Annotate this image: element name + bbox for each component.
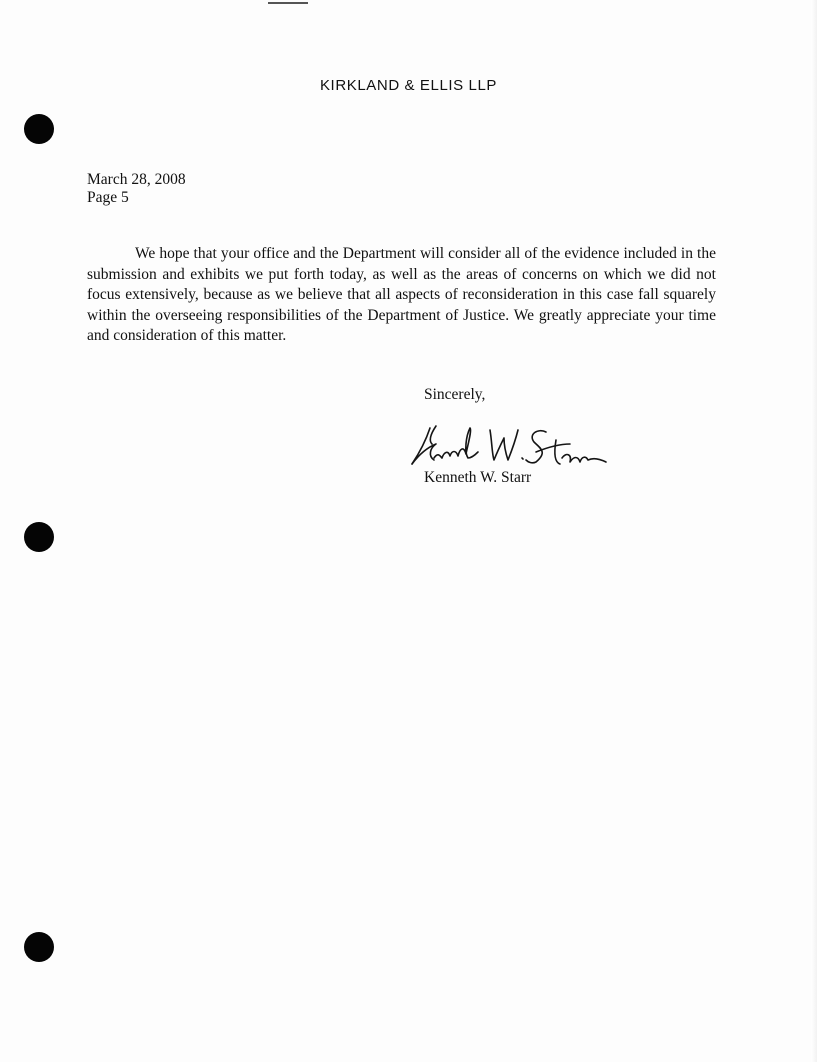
body-paragraph: We hope that your office and the Department will consider all of the evidence included in the submission and exhibits we put forth today, as well as the areas of concerns on which we did not focus extensively, because as we believe that all aspects of reconsideration in this case fall squarely within the overseeing responsibilities of the Department of Justice. We greatly appreciate your time and consideration of this matter. (87, 245, 716, 344)
handwritten-signature (406, 418, 612, 476)
page-number: Page 5 (87, 189, 129, 206)
letterhead-firm-name: KIRKLAND & ELLIS LLP (319, 77, 498, 94)
letter-date: March 28, 2008 (87, 171, 186, 188)
scan-mark (268, 2, 308, 4)
scan-edge (811, 0, 817, 1062)
punch-hole-bottom (24, 932, 54, 962)
signer-name: Kenneth W. Starr (424, 469, 532, 486)
valediction: Sincerely, (424, 386, 486, 403)
date-block (87, 171, 186, 207)
punch-hole-top (24, 114, 54, 144)
punch-hole-middle (24, 522, 54, 552)
